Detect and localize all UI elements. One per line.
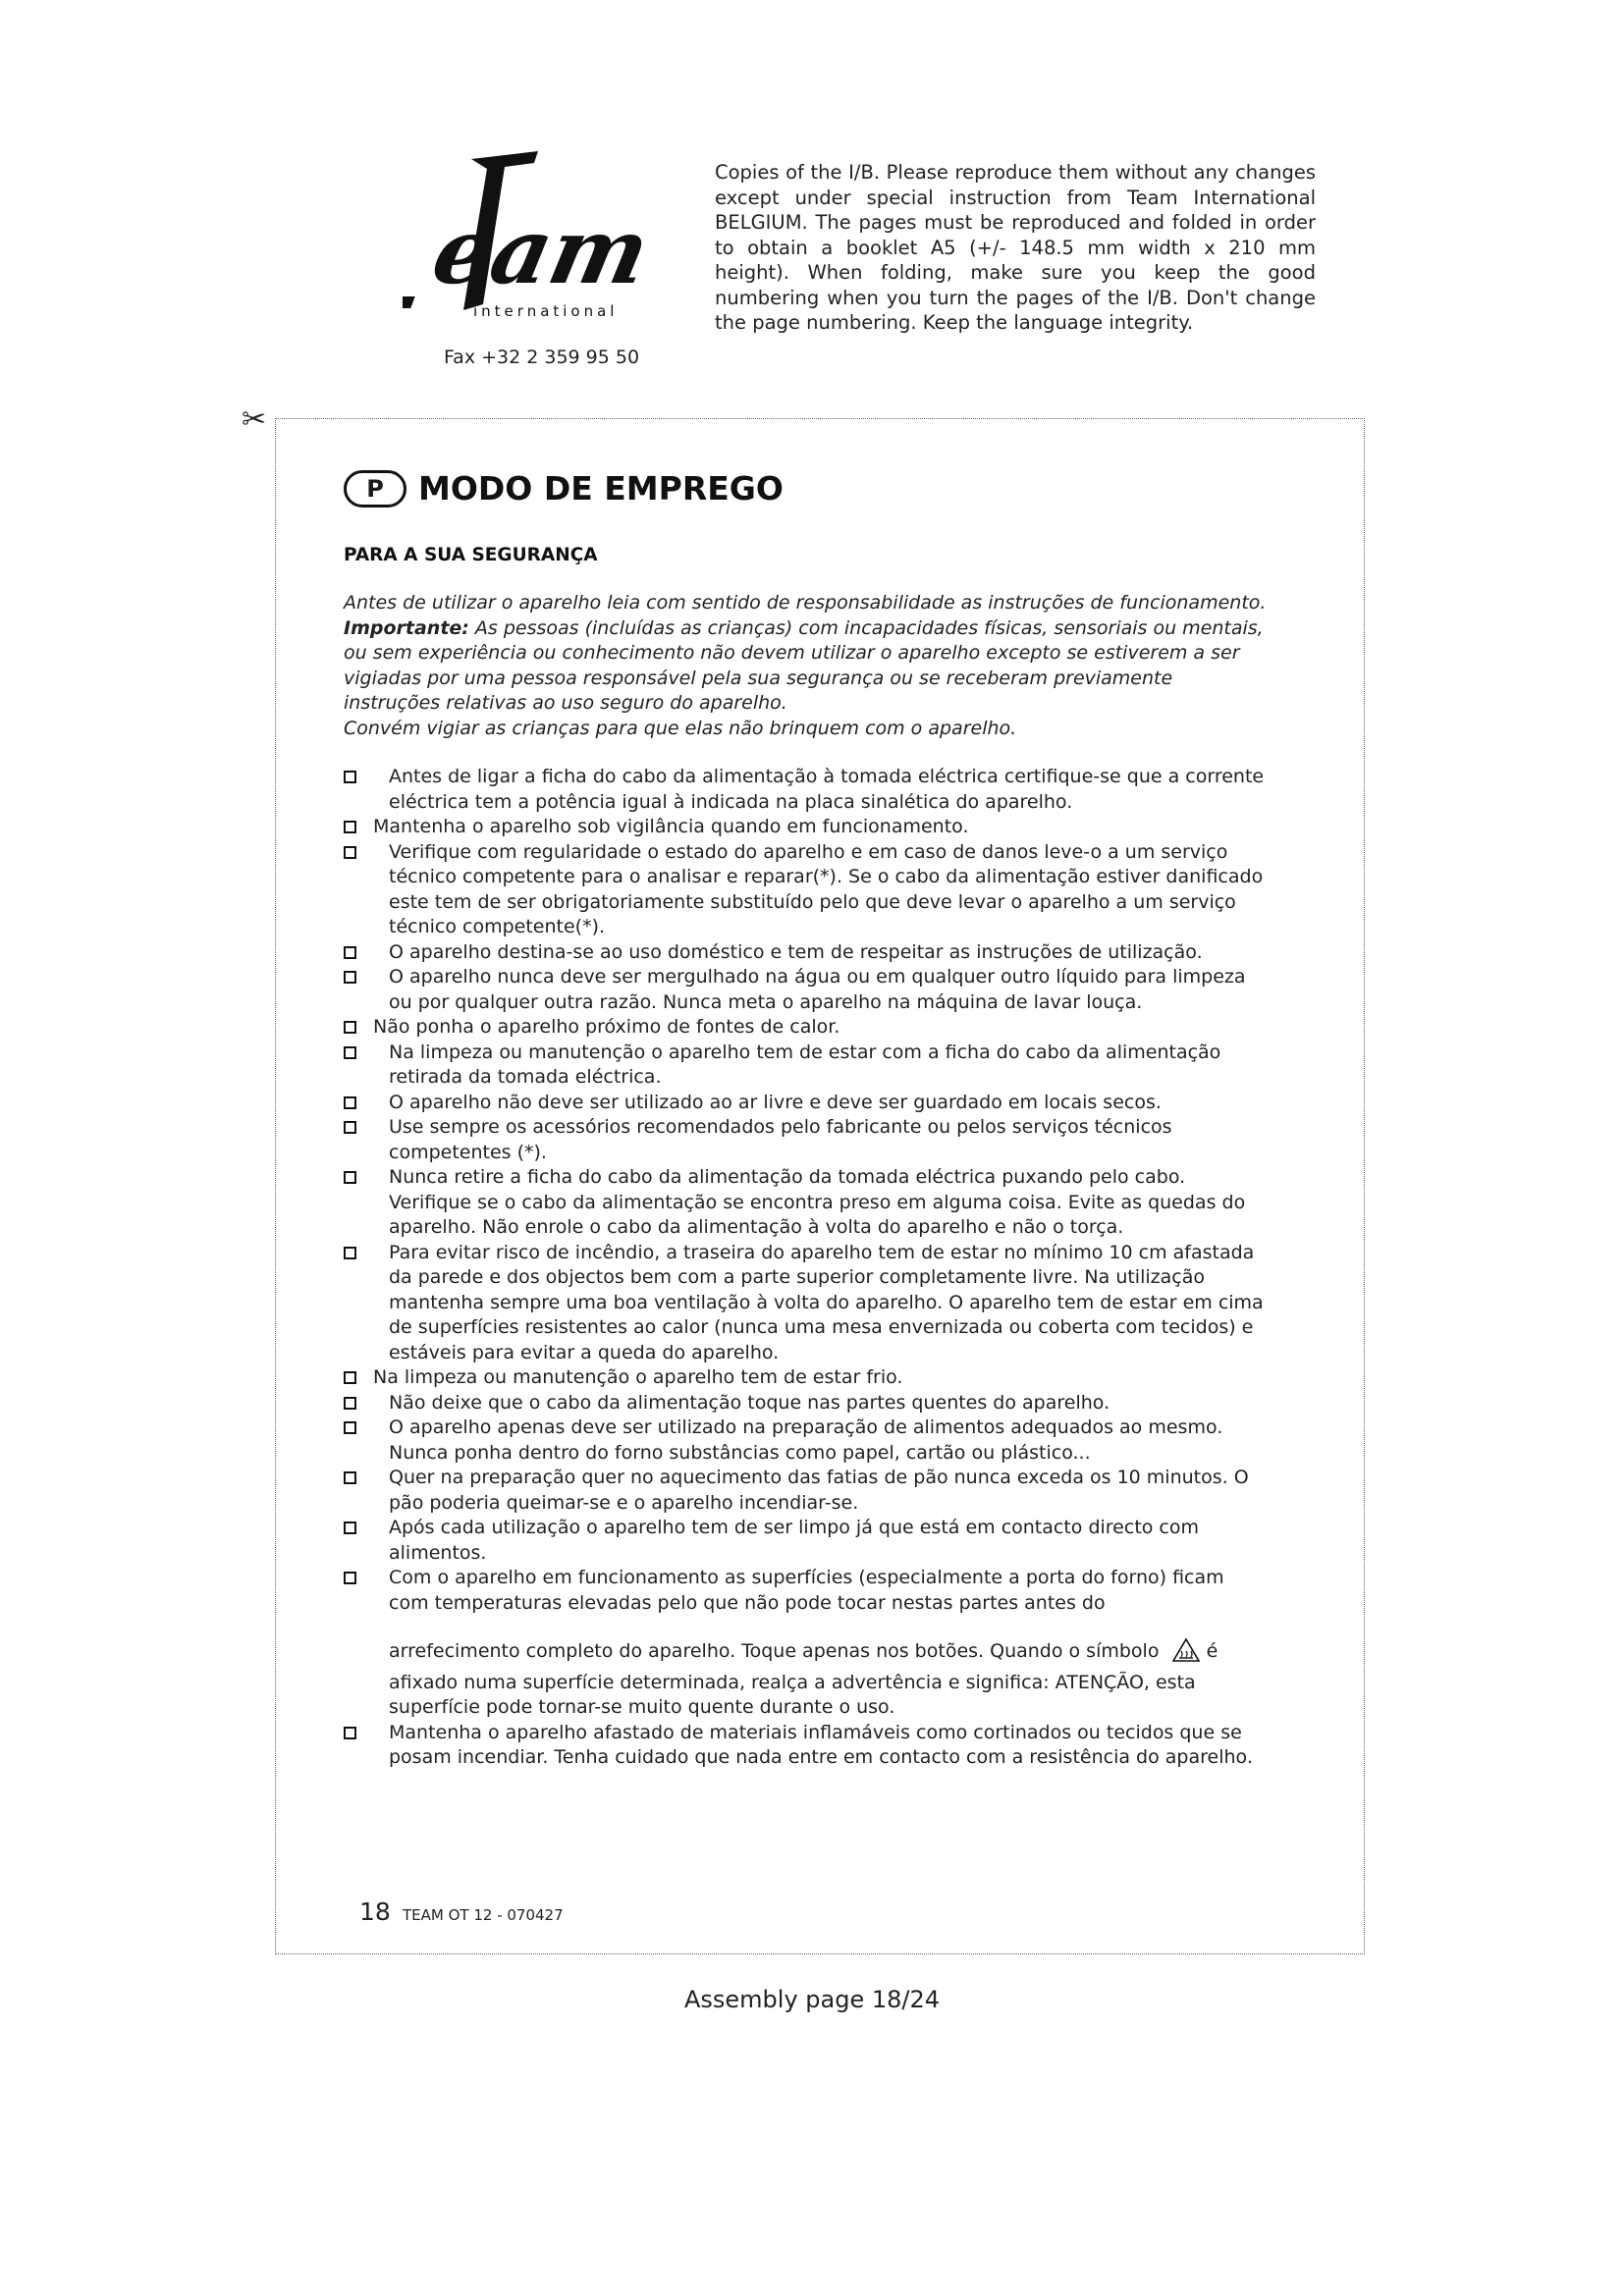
list-item: Nunca retire a ficha do cabo da alimentação da tomada eléctrica puxando pelo cabo. Verifique se o cabo da alimentação se encontra preso em alguma coisa. Evite as quedas do aparelho. Não enrole o cabo da alimentação à volta do aparelho e não o torça. bbox=[344, 1165, 1267, 1241]
checkbox-bullet-icon bbox=[344, 946, 356, 959]
team-international-logo bbox=[403, 147, 658, 344]
checkbox-bullet-icon bbox=[344, 1522, 356, 1534]
list-item: Não ponha o aparelho próximo de fontes de calor. bbox=[344, 1015, 1267, 1041]
checkbox-bullet-icon bbox=[344, 1572, 356, 1584]
checkbox-bullet-icon bbox=[344, 846, 356, 859]
list-item: Não deixe que o cabo da alimentação toque nas partes quentes do aparelho. bbox=[344, 1391, 1267, 1416]
checkbox-bullet-icon bbox=[344, 1727, 356, 1739]
scissors-icon: ✂ bbox=[242, 402, 267, 437]
list-item: Antes de ligar a ficha do cabo da alimentação à tomada eléctrica certifique-se que a corrente eléctrica tem a potência igual à indicada na placa sinalética do aparelho. bbox=[344, 765, 1267, 815]
fax-number: Fax +32 2 359 95 50 bbox=[444, 347, 640, 368]
list-item: Com o aparelho em funcionamento as superfícies (especialmente a porta do forno) ficam com temperaturas elevadas pelo que não pode tocar nestas partes antes do arrefecimento completo do aparelho. Toque apenas nos botões. Quando o símbolo é afixado numa superfície determinada, realça a advertência e significa: ATENÇÃO, esta superfície pode tornar-se muito quente durante o uso. bbox=[344, 1566, 1267, 1721]
list-item: Na limpeza ou manutenção o aparelho tem de estar com a ficha do cabo da alimentação retirada da tomada eléctrica. bbox=[344, 1041, 1267, 1091]
section-title: MODO DE EMPREGO bbox=[418, 469, 784, 507]
bullet-continuation: arrefecimento completo do aparelho. Toque apenas nos botões. Quando o símbolo bbox=[389, 1640, 1160, 1662]
list-item: Mantenha o aparelho afastado de materiais inflamáveis como cortinados ou tecidos que se posam incendiar. Tenha cuidado que nada entre em contacto com a resistência do aparelho. bbox=[344, 1721, 1267, 1771]
checkbox-bullet-icon bbox=[344, 1421, 356, 1434]
list-item: O aparelho nunca deve ser mergulhado na água ou em qualquer outro líquido para limpeza ou por qualquer outra razão. Nunca meta o aparelho na máquina de lavar louça. bbox=[344, 965, 1267, 1015]
svg-text:international: international bbox=[473, 302, 619, 320]
hot-surface-warning-icon bbox=[1171, 1637, 1201, 1671]
important-text: As pessoas (incluídas as crianças) com incapacidades físicas, sensoriais ou mentais, ou sem experiência ou conhecimento não devem utilizar o aparelho excepto se estiverem a ser vigiadas por uma pessoa responsável pela sua segurança ou se receberam previamente instruções relativas ao uso seguro do aparelho. bbox=[344, 616, 1264, 714]
checkbox-bullet-icon bbox=[344, 1397, 356, 1410]
document-reference: TEAM OT 12 - 070427 bbox=[403, 1906, 564, 1924]
important-label: Importante: bbox=[344, 616, 469, 639]
list-item: Verifique com regularidade o estado do aparelho e em caso de danos leve-o a um serviço técnico competente para o analisar e reparar(*). Se o cabo da alimentação estiver danificado este tem de ser obrigatoriamente substituído pelo que deve levar o aparelho a um serviço técnico competente(*). bbox=[344, 840, 1267, 940]
list-item: O aparelho não deve ser utilizado ao ar livre e deve ser guardado em locais secos. bbox=[344, 1091, 1267, 1116]
checkbox-bullet-icon bbox=[344, 1247, 356, 1259]
list-item: Quer na preparação quer no aquecimento das fatias de pão nunca exceda os 10 minutos. O pão poderia queimar-se e o aparelho incendiar-se. bbox=[344, 1466, 1267, 1516]
assembly-page-label: Assembly page 18/24 bbox=[683, 1986, 941, 2013]
checkbox-bullet-icon bbox=[344, 971, 356, 984]
children-warning: Convém vigiar as crianças para que elas não brinquem com o aparelho. bbox=[344, 717, 1017, 739]
checkbox-bullet-icon bbox=[344, 1121, 356, 1134]
safety-list bbox=[344, 765, 1267, 1771]
list-item: Para evitar risco de incêndio, a traseira do aparelho tem de estar no mínimo 10 cm afastada da parede e dos objectos bem com a parte superior completamente livre. Na utilização mantenha sempre uma boa ventilação à volta do aparelho. O aparelho tem de estar em cima de superfícies resistentes ao calor (nunca uma mesa envernizada ou coberta com tecidos) e estáveis para evitar a queda do aparelho. bbox=[344, 1241, 1267, 1366]
page-number: 18 bbox=[359, 1897, 391, 1926]
checkbox-bullet-icon bbox=[344, 1371, 356, 1384]
checkbox-bullet-icon bbox=[344, 821, 356, 833]
reproduction-instructions: Copies of the I/B. Please reproduce them without any changes except under special instruction from Team International BELGIUM. The pages must be reproduced and folded in order to obtain a booklet A5 (+/- 148.5 mm width x 210 mm height). When folding, make sure you keep the good numbering when you turn the pages of the I/B. Don't change the page numbering. Keep the language integrity. bbox=[715, 161, 1316, 334]
checkbox-bullet-icon bbox=[344, 1021, 356, 1034]
safety-intro bbox=[344, 591, 1267, 741]
list-item: O aparelho destina-se ao uso doméstico e tem de respeitar as instruções de utilização. bbox=[344, 940, 1267, 966]
safety-subtitle: PARA A SUA SEGURANÇA bbox=[344, 545, 598, 565]
checkbox-bullet-icon bbox=[344, 1046, 356, 1059]
important-paragraph bbox=[344, 616, 1267, 717]
language-badge: P bbox=[344, 470, 406, 507]
list-item: O aparelho apenas deve ser utilizado na preparação de alimentos adequados ao mesmo. Nunca ponha dentro do forno substâncias como papel, cartão ou plástico... bbox=[344, 1415, 1267, 1466]
bullet-continuation: é afixado numa superfície determinada, realça a advertência e significa: ATENÇÃO, esta superfície pode tornar-se muito quente durante o uso. bbox=[389, 1640, 1218, 1718]
manual-content bbox=[344, 469, 1267, 1771]
checkbox-bullet-icon bbox=[344, 1096, 356, 1109]
list-item: Mantenha o aparelho sob vigilância quando em funcionamento. bbox=[344, 815, 1267, 840]
intro-paragraph: Antes de utilizar o aparelho leia com sentido de responsabilidade as instruções de funcionamento. bbox=[344, 592, 1267, 614]
list-item: Use sempre os acessórios recomendados pelo fabricante ou pelos serviços técnicos competentes (*). bbox=[344, 1115, 1267, 1165]
list-item: Na limpeza ou manutenção o aparelho tem de estar frio. bbox=[344, 1365, 1267, 1391]
list-item: Após cada utilização o aparelho tem de ser limpo já que está em contacto directo com alimentos. bbox=[344, 1516, 1267, 1566]
checkbox-bullet-icon bbox=[344, 771, 356, 783]
checkbox-bullet-icon bbox=[344, 1471, 356, 1484]
checkbox-bullet-icon bbox=[344, 1171, 356, 1184]
svg-text:eam: eam bbox=[424, 197, 658, 304]
section-heading bbox=[344, 469, 1267, 507]
